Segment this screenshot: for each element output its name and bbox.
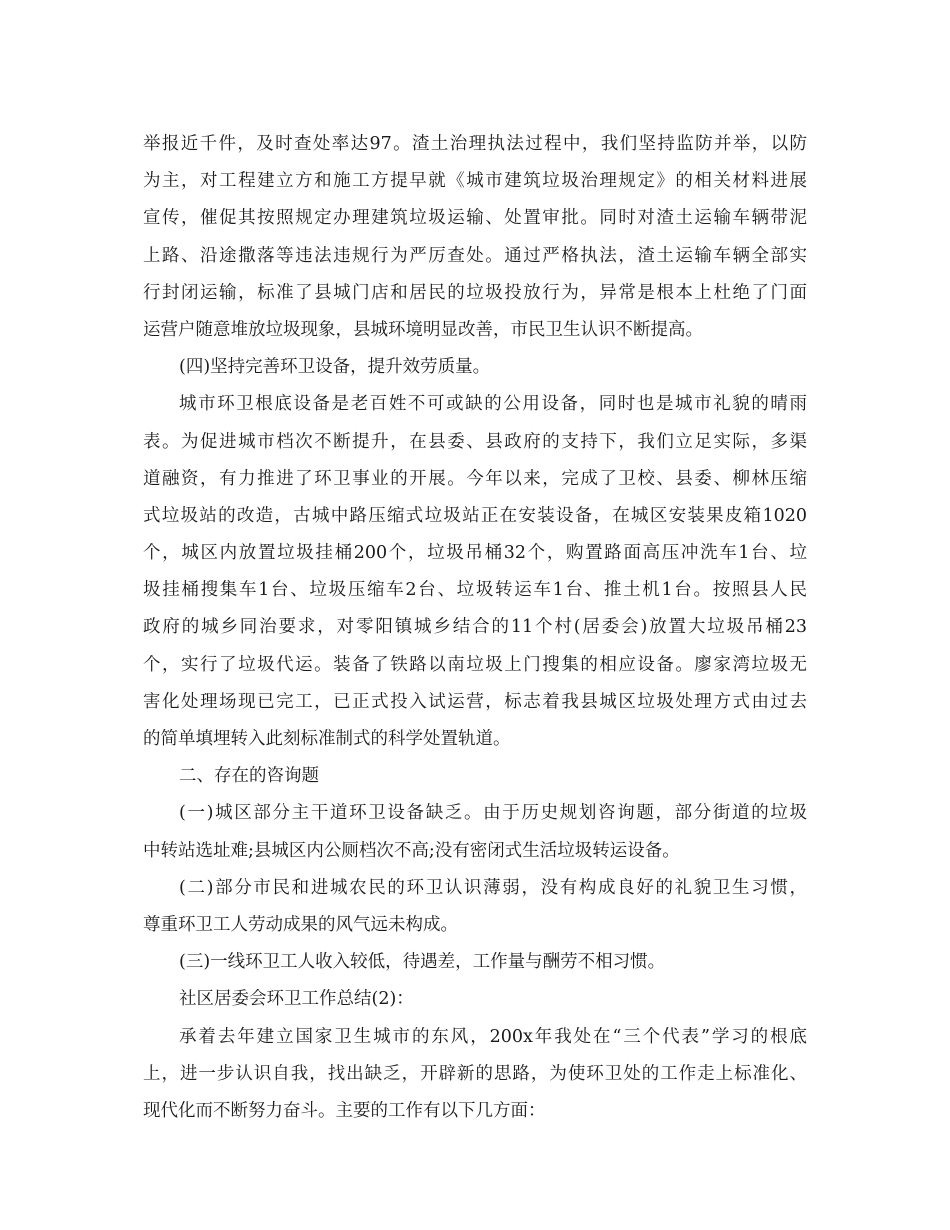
- text-line: 上路、沿途撒落等违法违规行为严厉查处。通过严格执法，渣土运输车辆全部实: [143, 245, 807, 266]
- text-line: 表。为促进城市档次不断提升，在县委、县政府的支持下，我们立足实际，多渠: [143, 431, 807, 452]
- text-line: 现代化而不断努力奋斗。主要的工作有以下几方面：: [143, 1100, 546, 1121]
- text-line: 举报近千件，及时查处率达97。渣土治理执法过程中，我们坚持监防并举，以防: [143, 134, 807, 154]
- text-line: 行封闭运输，标准了县城门店和居民的垃圾投放行为，异常是根本上杜绝了门面: [143, 282, 807, 303]
- text-line: 承着去年建立国家卫生城市的东风，200x年我处在“三个代表”学习的根底: [179, 1026, 807, 1047]
- text-line: 运营户随意堆放垃圾现象，县城环境明显改善，市民卫生认识不断提高。: [143, 319, 703, 340]
- text-line: 中转站选址难;县城区内公厕档次不高;没有密闭式生活垃圾转运设备。: [143, 840, 680, 861]
- text-line: (三)一线环卫工人收入较低，待遇差，工作量与酬劳不相习惯。: [179, 952, 666, 973]
- text-line: (二)部分市民和进城农民的环卫认识薄弱，没有构成良好的礼貌卫生习惯，: [179, 877, 807, 898]
- text-line: 二、存在的咨询题: [179, 766, 319, 787]
- text-line: 宣传，催促其按照规定办理建筑垃圾运输、处置审批。同时对渣土运输车辆带泥: [143, 208, 807, 229]
- text-line: 上，进一步认识自我，找出缺乏，开辟新的思路，为使环卫处的工作走上标准化、: [143, 1063, 807, 1084]
- text-line: (四)坚持完善环卫设备，提升效劳质量。: [179, 357, 491, 378]
- text-line: 害化处理场现已完工，已正式投入试运营，标志着我县城区垃圾处理方式由过去: [143, 691, 807, 712]
- text-line: 个，实行了垃圾代运。装备了铁路以南垃圾上门搜集的相应设备。廖家湾垃圾无: [143, 654, 807, 675]
- text-line: 为主，对工程建立方和施工方提早就《城市建筑垃圾治理规定》的相关材料进展: [143, 171, 807, 192]
- text-line: 的简单填埋转入此刻标准制式的科学处置轨道。: [143, 729, 511, 749]
- text-line: 社区居委会环卫工作总结(2)：: [179, 989, 414, 1010]
- text-line: 政府的城乡同治要求，对零阳镇城乡结合的11个村(居委会)放置大垃圾吊桶23: [143, 617, 807, 638]
- text-line: (一)城区部分主干道环卫设备缺乏。由于历史规划咨询题，部分街道的垃圾: [179, 803, 807, 824]
- text-line: 式垃圾站的改造，古城中路压缩式垃圾站正在安装设备，在城区安装果皮箱1020: [143, 505, 807, 526]
- text-line: 尊重环卫工人劳动成果的风气远未构成。: [143, 914, 458, 935]
- text-line: 圾挂桶搜集车1台、垃圾压缩车2台、垃圾转运车1台、推土机1台。按照县人民: [143, 580, 807, 601]
- document-page: [143, 126, 807, 1130]
- text-line: 城市环卫根底设备是老百姓不可或缺的公用设备，同时也是城市礼貌的晴雨: [179, 394, 807, 415]
- text-line: 道融资，有力推进了环卫事业的开展。今年以来，完成了卫校、县委、柳林压缩: [143, 468, 807, 489]
- text-line: 个，城区内放置垃圾挂桶200个，垃圾吊桶32个，购置路面高压冲洗车1台、垃: [143, 543, 807, 564]
